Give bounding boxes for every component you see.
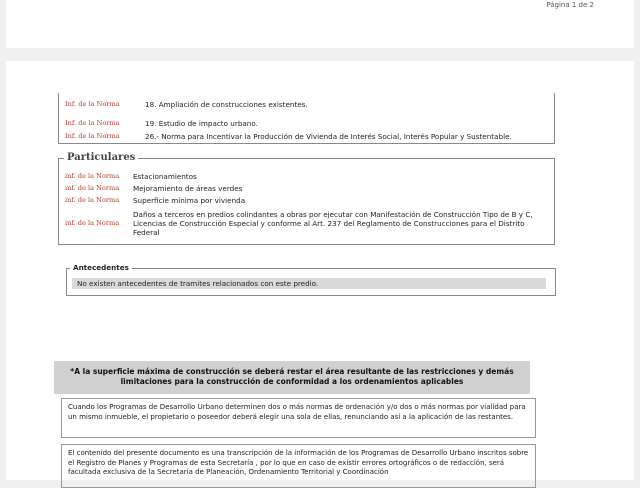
previous-page bbox=[6, 0, 634, 48]
warning-banner: *A la superficie máxima de construcción se deberá restar el área resultante de las restricciones y demás limitaciones para la construcción de conformidad a los ordenamientos aplicables bbox=[54, 361, 530, 394]
antecedentes-text: No existen antecedentes de tramites relacionados con este predio. bbox=[77, 279, 319, 288]
particular-text: Estacionamientos bbox=[133, 172, 197, 181]
norma-text: 19. Estudio de impacto urbano. bbox=[145, 119, 258, 128]
norma-info-link[interactable]: inf. de la Norma bbox=[65, 219, 120, 227]
norma-info-link[interactable]: inf. de la Norma bbox=[65, 172, 120, 180]
note-box: El contenido del presente documento es una transcripción de la información de los Programas de Desarrollo Urbano inscritos sobre el Registro de Planes y Programas de esta Secretaría , por lo que en caso de existir errores ortográficos o de redacción, será facultada exclusiva de la Secretaría de Planeación, Ordenamiento Territorial y Coordinación bbox=[61, 444, 536, 488]
norma-info-link[interactable]: Inf. de la Norma bbox=[65, 100, 120, 108]
document-page bbox=[6, 61, 634, 480]
normas-box bbox=[58, 93, 555, 144]
particulares-title: Particulares bbox=[64, 152, 138, 163]
particular-text: Mejoramiento de áreas verdes bbox=[133, 184, 243, 193]
particular-text: Daños a terceros en predios colindantes a obras por ejecutar con Manifestación de Construcción Tipo de B y C, Licencias de Construcción Especial y conforme al Art. 237 del Reglamento de Construcciones para el Distrito Federal bbox=[133, 210, 533, 237]
norma-info-link[interactable]: inf. de la Norma bbox=[65, 196, 120, 204]
page-indicator: Página 1 de 2 bbox=[546, 1, 594, 9]
particular-text: Superficie mínima por vivienda bbox=[133, 196, 246, 205]
antecedentes-row bbox=[72, 278, 546, 289]
norma-info-link[interactable]: inf. de la Norma bbox=[65, 184, 120, 192]
note-box: Cuando los Programas de Desarrollo Urbano determinen dos o más normas de ordenación y/o dos o más normas por vialidad para un mismo inmueble, el propietario o poseedor deberá elegir una sola de ellas, renunciando así a la aplicación de las restantes. bbox=[61, 398, 536, 438]
norma-info-link[interactable]: Inf. de la Norma bbox=[65, 132, 120, 140]
norma-text: 18. Ampliación de construcciones existentes. bbox=[145, 100, 308, 109]
norma-info-link[interactable]: Inf. de la Norma bbox=[65, 119, 120, 127]
antecedentes-title: Antecedentes bbox=[70, 263, 132, 272]
norma-text: 26.- Norma para Incentivar la Producción de Vivienda de Interés Social, Interés Popular y Sustentable. bbox=[145, 132, 512, 141]
